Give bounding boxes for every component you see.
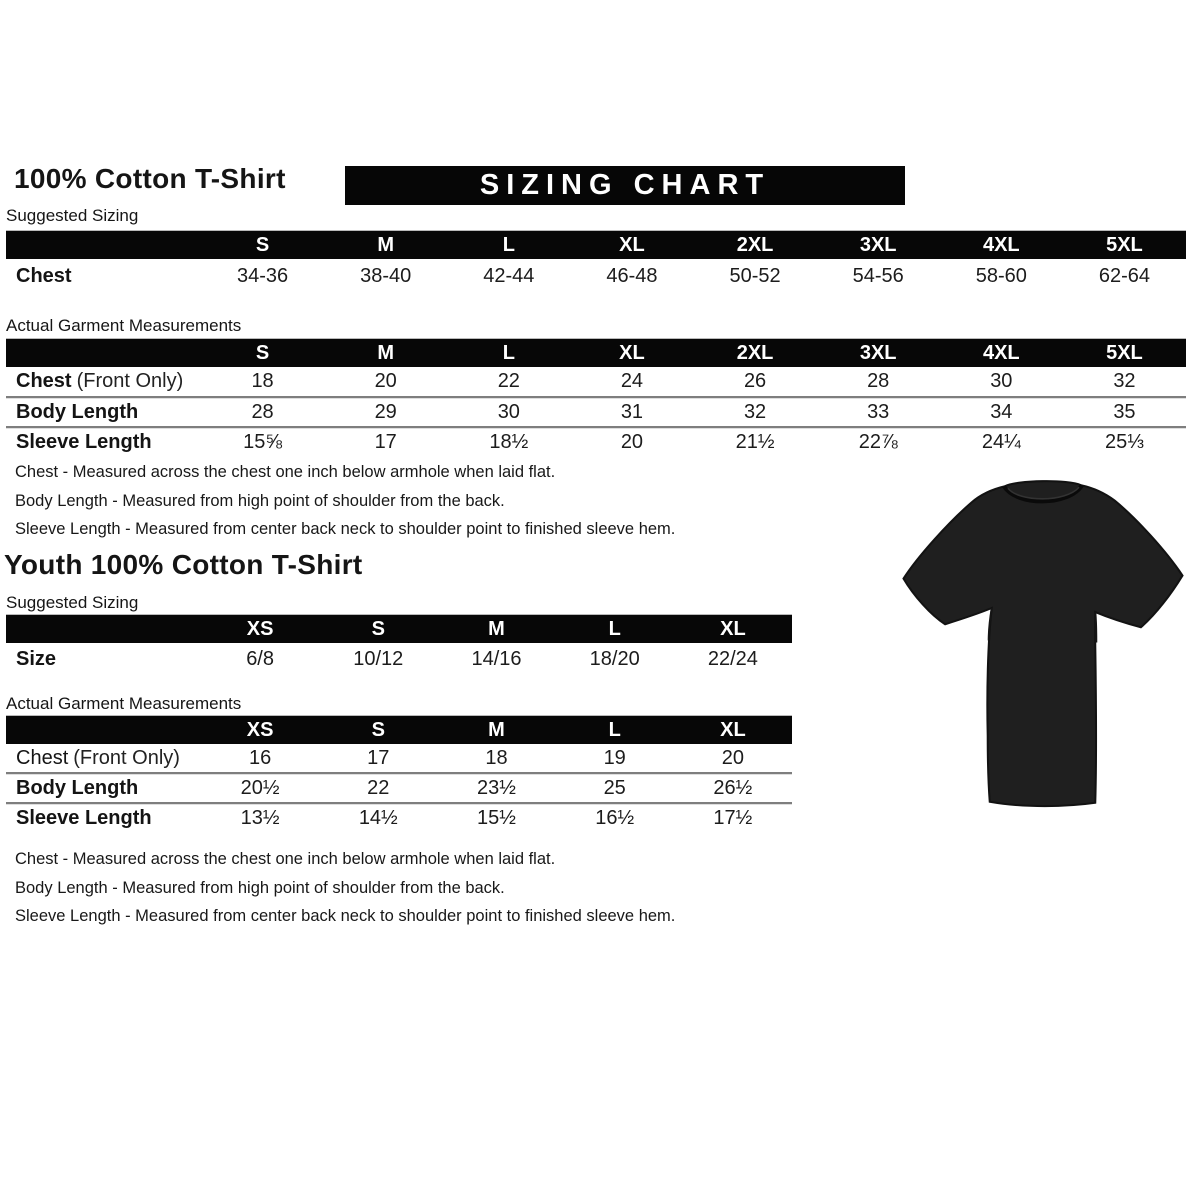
table-header-cell: XL xyxy=(570,231,693,259)
table-cell: 16 xyxy=(248,746,272,769)
note-chest: Chest - Measured across the chest one inch below armhole when laid flat. xyxy=(15,463,556,481)
table-header-cell xyxy=(6,339,201,367)
table-row xyxy=(6,744,792,772)
table-cell: 32 xyxy=(743,401,767,423)
row-label-size: Size xyxy=(16,648,57,670)
table-cell: 34 xyxy=(990,401,1013,423)
table-cell: 21½ xyxy=(735,431,775,453)
table-header-cell xyxy=(6,231,201,259)
note-sleeve-length: Sleeve Length - Measured from center back neck to shoulder point to finished sleeve hem. xyxy=(15,907,676,925)
table-cell: 24 xyxy=(620,370,644,392)
row-label-sleeve-length xyxy=(6,429,201,456)
table-cell: 20 xyxy=(620,431,644,453)
table-cell: 20 xyxy=(721,746,745,769)
table-cell: 19 xyxy=(603,746,626,769)
table-cell: 15⅝ xyxy=(243,431,283,453)
row-label-text: Sleeve Length xyxy=(16,807,152,829)
table-row xyxy=(6,805,792,832)
tshirt-image xyxy=(890,468,1195,818)
table-cell: 30 xyxy=(497,401,520,423)
youth-measurement-notes xyxy=(15,845,675,931)
table-header-cell: L xyxy=(447,231,570,259)
youth-section-title: Youth 100% Cotton T-Shirt xyxy=(4,549,363,580)
table-cell: 38-40 xyxy=(360,264,412,287)
table-header-cell: M xyxy=(324,231,447,259)
table-cell: 22 xyxy=(367,777,390,799)
table-header-cell: 2XL xyxy=(694,339,817,367)
table-header-cell: 5XL xyxy=(1063,231,1186,259)
table-header-cell: 5XL xyxy=(1063,339,1186,367)
youth-actual-measurements-label: Actual Garment Measurements xyxy=(6,694,242,713)
table-header-cell: 2XL xyxy=(694,231,817,259)
table-cell: 14½ xyxy=(358,807,398,829)
youth-actual-measurements-table xyxy=(6,715,792,832)
row-label-text: Body Length xyxy=(16,777,139,799)
table-header-cell: S xyxy=(319,615,437,643)
table-cell: 17½ xyxy=(713,807,753,829)
table-header-cell: S xyxy=(201,231,324,259)
table-row xyxy=(6,367,1186,396)
table-cell: 23½ xyxy=(477,777,516,799)
table-header-cell: XL xyxy=(674,615,792,643)
table-cell: 46-48 xyxy=(606,264,658,287)
adult-suggested-sizing-table xyxy=(6,230,1186,293)
table-header-cell: M xyxy=(324,339,447,367)
table-cell: 58-60 xyxy=(975,264,1027,287)
table-cell: 26½ xyxy=(713,777,753,799)
row-label-body-length xyxy=(6,775,201,802)
row-label-text: Body Length xyxy=(16,401,139,423)
table-cell: 18 xyxy=(485,746,508,769)
table-cell: 22/24 xyxy=(707,648,758,670)
table-header-cell xyxy=(6,615,201,643)
table-row xyxy=(6,429,1186,456)
table-cell: 10/12 xyxy=(353,648,404,670)
table-cell: 29 xyxy=(374,401,397,423)
table-cell: 28 xyxy=(251,401,274,423)
youth-suggested-sizing-label: Suggested Sizing xyxy=(6,593,139,612)
table-cell: 26 xyxy=(743,370,767,392)
row-label-text: Sleeve Length xyxy=(16,431,152,453)
table-cell: 15½ xyxy=(477,807,516,829)
table-cell: 54-56 xyxy=(852,264,904,287)
table-cell: 24¼ xyxy=(981,431,1021,453)
note-chest: Chest - Measured across the chest one inch below armhole when laid flat. xyxy=(15,850,556,868)
note-body-length: Body Length - Measured from high point of shoulder from the back. xyxy=(15,878,505,897)
table-row xyxy=(6,775,792,802)
table-header-cell: 4XL xyxy=(940,339,1063,367)
table-cell: 31 xyxy=(620,401,644,423)
table-header-cell: L xyxy=(447,339,570,367)
row-label-note: (Front Only) xyxy=(73,746,180,769)
table-cell: 17 xyxy=(374,431,397,453)
row-label-chest xyxy=(6,367,201,396)
page-title: 100% Cotton T-Shirt xyxy=(14,163,286,194)
note-sleeve-length: Sleeve Length - Measured from center back neck to shoulder point to finished sleeve hem. xyxy=(15,520,676,538)
table-cell: 20 xyxy=(374,370,397,392)
table-header-cell: M xyxy=(437,716,555,744)
table-header-cell: 3XL xyxy=(817,339,940,367)
adult-actual-measurements-table xyxy=(6,338,1186,456)
table-cell: 14/16 xyxy=(471,648,522,670)
table-cell: 30 xyxy=(990,370,1013,392)
tshirt-icon xyxy=(890,468,1195,818)
table-cell: 20½ xyxy=(240,777,280,799)
row-label-note: (Front Only) xyxy=(76,370,184,392)
table-header-cell xyxy=(6,716,201,744)
table-cell: 32 xyxy=(1113,370,1136,392)
table-header-cell: S xyxy=(319,716,437,744)
table-cell: 28 xyxy=(867,370,890,392)
table-cell: 35 xyxy=(1113,401,1136,423)
table-header-cell: XS xyxy=(201,716,319,744)
row-label-text: Chest xyxy=(16,370,72,392)
sizing-chart-banner: SIZING CHART xyxy=(345,166,905,205)
table-cell: 50-52 xyxy=(729,264,781,287)
table-cell: 25⅓ xyxy=(1104,431,1144,453)
table-row xyxy=(6,399,1186,426)
table-cell: 18/20 xyxy=(589,648,640,670)
table-header-cell: S xyxy=(201,339,324,367)
table-cell: 6/8 xyxy=(246,648,274,670)
table-header-cell: 3XL xyxy=(817,231,940,259)
row-label-chest xyxy=(6,744,201,772)
table-cell: 25 xyxy=(603,777,626,799)
row-label-sleeve-length xyxy=(6,805,201,832)
table-cell: 34-36 xyxy=(236,264,289,287)
table-cell: 22 xyxy=(497,370,520,392)
row-label-body-length xyxy=(6,399,201,426)
table-cell: 33 xyxy=(867,401,890,423)
table-cell: 18 xyxy=(251,370,274,392)
note-body-length: Body Length - Measured from high point of shoulder from the back. xyxy=(15,491,505,510)
table-cell: 16½ xyxy=(595,807,635,829)
table-cell: 18½ xyxy=(489,431,529,453)
table-cell: 62-64 xyxy=(1098,264,1151,287)
adult-suggested-sizing-label: Suggested Sizing xyxy=(6,206,139,225)
table-cell: 42-44 xyxy=(483,264,535,287)
table-header-cell: M xyxy=(437,615,555,643)
adult-measurement-notes xyxy=(15,458,675,544)
adult-actual-measurements-label: Actual Garment Measurements xyxy=(6,316,242,335)
row-label-text: Chest xyxy=(16,746,69,769)
youth-suggested-sizing-table xyxy=(6,614,792,676)
table-header-cell: L xyxy=(556,716,674,744)
table-cell: 17 xyxy=(367,746,390,769)
table-header-cell: XL xyxy=(570,339,693,367)
table-header-cell: XS xyxy=(201,615,319,643)
table-header-cell: 4XL xyxy=(940,231,1063,259)
table-header-cell: XL xyxy=(674,716,792,744)
table-cell: 22⅞ xyxy=(858,431,898,453)
table-cell: 13½ xyxy=(240,807,280,829)
table-header-cell: L xyxy=(556,615,674,643)
row-label-chest: Chest xyxy=(16,264,72,287)
